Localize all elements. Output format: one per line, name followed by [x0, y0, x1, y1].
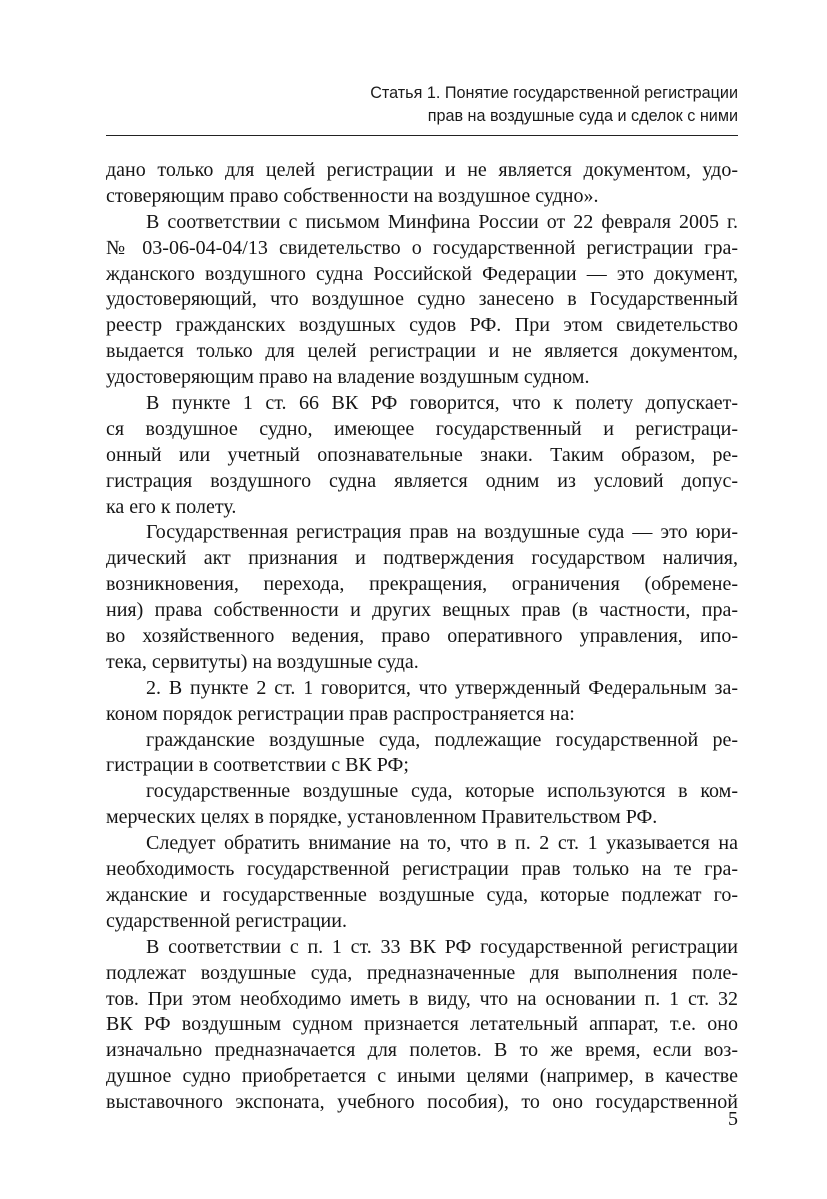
text-line: жданского воздушного судна Российской Федерации — это документ, [106, 262, 738, 285]
text-line: гистрация воздушного судна является одним из условий допус- [106, 469, 738, 492]
text-line: тека, сервитуты) на воздушные суда. [106, 650, 419, 673]
text-line: дический акт признания и подтверждения государством наличия, [106, 547, 738, 570]
page-number: 5 [728, 1108, 738, 1130]
text-line: В соответствии с п. 1 ст. 33 ВК РФ государственной регистрации [146, 935, 738, 958]
text-line: необходимость государственной регистрации прав только на те гра- [106, 858, 738, 881]
body-text [106, 158, 738, 1116]
text-line: стоверяющим право собственности на воздушное судно». [106, 184, 599, 207]
header-divider [106, 135, 738, 136]
text-line: коном порядок регистрации прав распространяется на: [106, 702, 575, 725]
list-item [106, 779, 738, 831]
text-line: выдается только для целей регистрации и не является документом, [106, 340, 738, 363]
text-line: 2. В пункте 2 ст. 1 говорится, что утвержденный Федеральным за- [146, 676, 738, 699]
running-header-line-2: прав на воздушные суда и сделок с ними [427, 107, 738, 125]
text-line: дано только для целей регистрации и не является документом, удо- [106, 159, 738, 181]
text-line: гражданские воздушные суда, подлежащие государственной ре- [146, 728, 738, 751]
paragraph [106, 520, 738, 675]
paragraph [106, 676, 738, 728]
paragraph [106, 935, 738, 1116]
text-line: № 03-06-04-04/13 свидетельство о государственной регистрации гра- [106, 236, 738, 259]
text-line: онный или учетный опознавательные знаки. Таким образом, ре- [106, 443, 738, 466]
text-line: В соответствии с письмом Минфина России от 22 февраля 2005 г. [146, 210, 738, 233]
text-line: Государственная регистрация прав на воздушные суда — это юри- [146, 521, 738, 544]
text-line: ния) права собственности и других вещных прав (в частности, пра- [106, 599, 738, 622]
text-line: сударственной регистрации. [106, 909, 347, 932]
text-line: ВК РФ воздушным судном признается летательный аппарат, т.е. оно [106, 1013, 738, 1036]
paragraph [106, 158, 738, 210]
text-line: выставочного экспоната, учебного пособия), то оно государственной [106, 1091, 738, 1114]
text-line: жданские и государственные воздушные суда, которые подлежат го- [106, 883, 738, 906]
list-item [106, 728, 738, 780]
text-line: ка его к полету. [106, 495, 237, 518]
text-line: реестр гражданских воздушных судов РФ. При этом свидетельство [106, 314, 738, 337]
text-line: мерческих целях в порядке, установленном Правительством РФ. [106, 806, 658, 829]
text-line: изначально предназначается для полетов. В то же время, если воз- [106, 1039, 738, 1062]
paragraph [106, 391, 738, 520]
text-line: государственные воздушные суда, которые используются в ком- [146, 780, 738, 803]
text-line: душное судно приобретается с иными целями (например, в качестве [106, 1065, 738, 1088]
text-line: подлежат воздушные суда, предназначенные для выполнения поле- [106, 961, 738, 984]
text-line: тов. При этом необходимо иметь в виду, что на основании п. 1 ст. 32 [106, 987, 738, 1010]
running-header-line-1: Статья 1. Понятие государственной регистрации [370, 84, 738, 102]
text-line: ся воздушное судно, имеющее государственный и регистраци- [106, 417, 738, 440]
text-line: во хозяйственного ведения, право оперативного управления, ипо- [106, 625, 738, 648]
text-line: удостоверяющий, что воздушное судно занесено в Государственный [106, 288, 738, 311]
text-line: В пункте 1 ст. 66 ВК РФ говорится, что к полету допускает- [146, 392, 738, 415]
text-line: гистрации в соответствии с ВК РФ; [106, 754, 409, 777]
text-line: удостоверяющим право на владение воздушным судном. [106, 366, 590, 389]
paragraph [106, 831, 738, 935]
running-header [300, 82, 738, 128]
text-line: возникновения, перехода, прекращения, ограничения (обремене- [106, 573, 738, 596]
text-line: Следует обратить внимание на то, что в п. 2 ст. 1 указывается на [146, 832, 738, 855]
paragraph [106, 210, 738, 391]
